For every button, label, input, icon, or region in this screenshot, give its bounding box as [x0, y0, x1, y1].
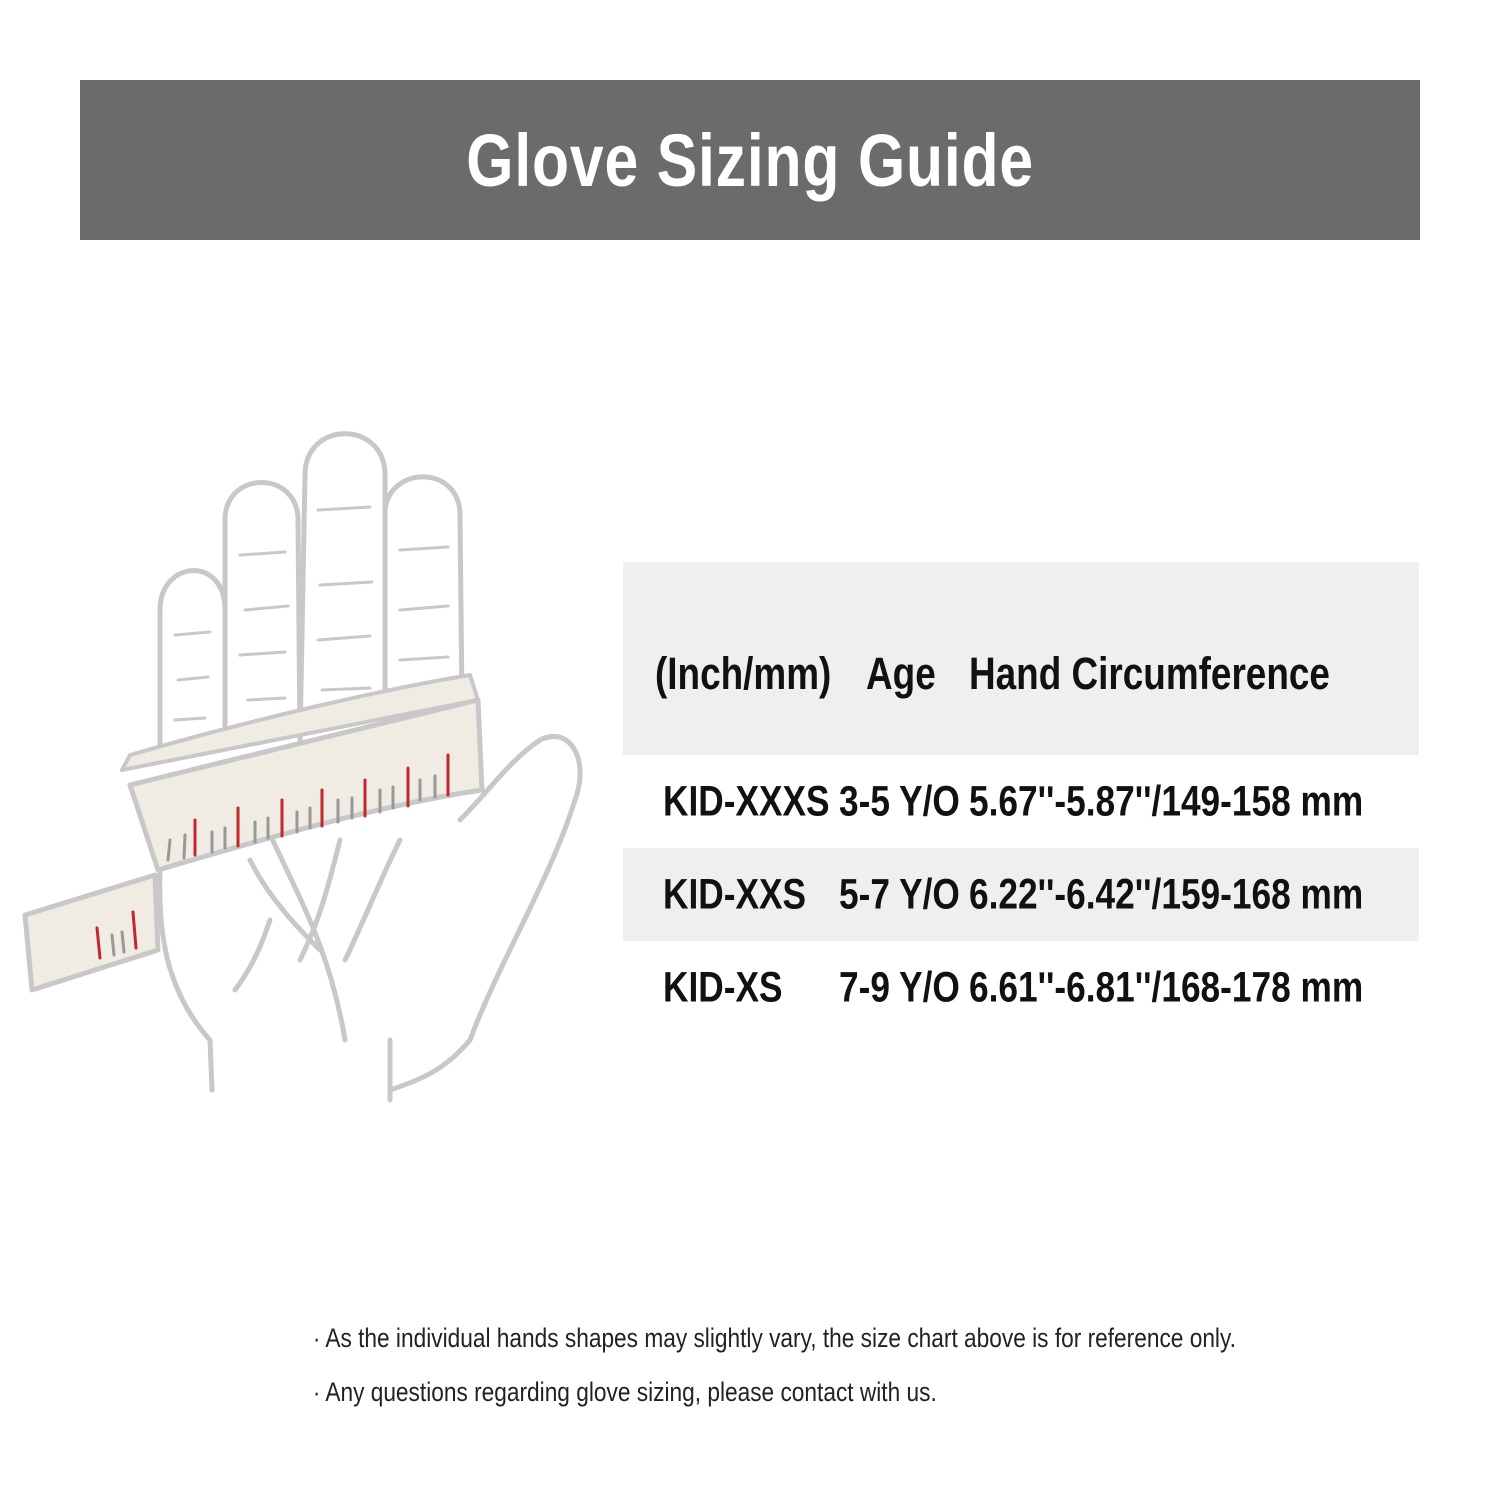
circumference-cell: 6.61''-6.81''/168-178 mm [969, 963, 1364, 1011]
hand-with-measuring-tape-icon [20, 430, 600, 1110]
age-cell: 3-5 Y/O [839, 777, 960, 825]
size-cell: KID-XXS [663, 870, 807, 918]
title-banner [80, 80, 1420, 240]
age-cell: 5-7 Y/O [839, 870, 960, 918]
circumference-cell: 5.67''-5.87''/149-158 mm [969, 777, 1364, 825]
age-cell: 7-9 Y/O [839, 963, 960, 1011]
size-cell: KID-XS [663, 963, 783, 1011]
footnotes [313, 1318, 1313, 1426]
bullet-icon: · [313, 1377, 321, 1407]
table-row [623, 941, 1419, 1034]
header-unit: (Inch/mm) [655, 647, 832, 699]
list-item [313, 1372, 1153, 1412]
note-contact-us: Any questions regarding glove sizing, please contact with us. [325, 1376, 937, 1407]
circumference-cell: 6.22''-6.42''/159-168 mm [969, 870, 1364, 918]
header-hand-circumference: Hand Circumference [969, 647, 1330, 699]
size-table [623, 562, 1419, 1034]
list-item [313, 1318, 1236, 1358]
header-age: Age [866, 647, 936, 699]
table-header [623, 562, 1419, 755]
table-row [623, 755, 1419, 848]
note-reference-only: As the individual hands shapes may slightly vary, the size chart above is for reference only. [325, 1322, 1236, 1353]
page-title: Glove Sizing Guide [466, 118, 1034, 202]
size-cell: KID-XXXS [663, 777, 830, 825]
table-row [623, 848, 1419, 941]
bullet-icon: · [313, 1323, 321, 1353]
